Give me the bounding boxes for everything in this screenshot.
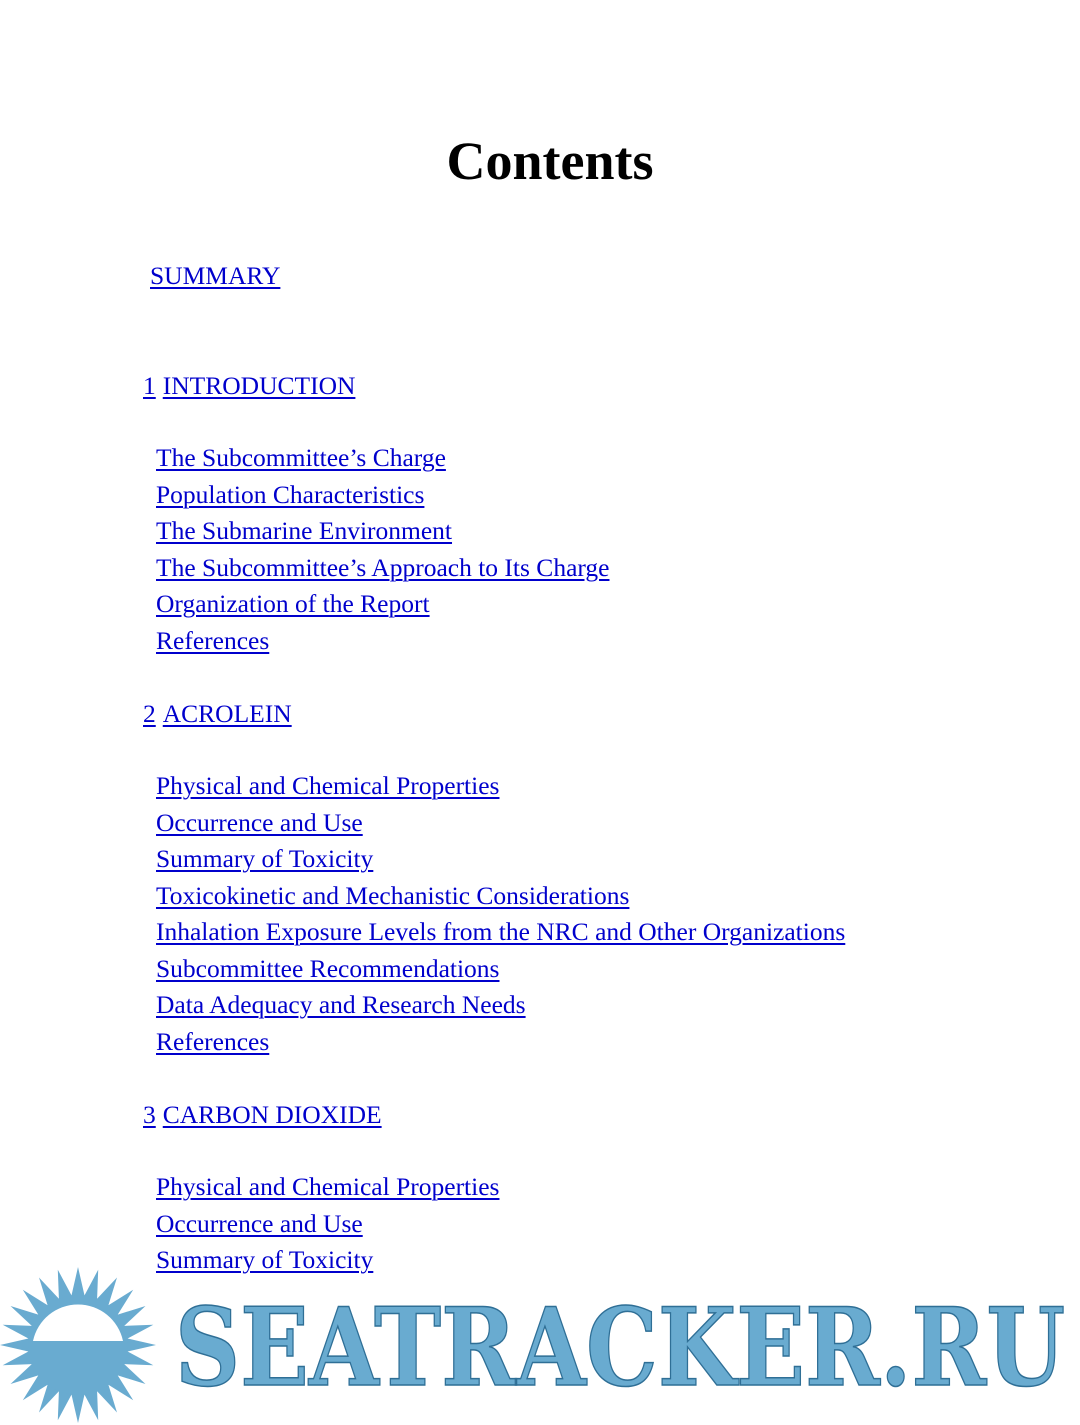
section-link[interactable]: The Subcommittee’s Approach to Its Charge bbox=[156, 553, 610, 582]
toc-section bbox=[156, 479, 424, 511]
section-link[interactable]: Population Characteristics bbox=[156, 480, 425, 509]
toc-section bbox=[156, 1171, 499, 1203]
section-link[interactable]: Data Adequacy and Research Needs bbox=[156, 990, 526, 1019]
section-link[interactable]: Summary of Toxicity bbox=[156, 844, 374, 873]
section-link[interactable]: Summary of Toxicity bbox=[156, 1245, 374, 1274]
section-link[interactable]: Physical and Chemical Properties bbox=[156, 1172, 500, 1201]
watermark-text: SEATRACKER.RU bbox=[175, 1285, 1065, 1411]
section-link[interactable]: Toxicokinetic and Mechanistic Considerations bbox=[156, 881, 630, 910]
chapter-title-link[interactable]: INTRODUCTION bbox=[162, 371, 356, 400]
toc-section bbox=[156, 1026, 269, 1058]
section-link[interactable]: Organization of the Report bbox=[156, 589, 430, 618]
toc-section bbox=[156, 625, 269, 657]
toc-section bbox=[156, 552, 609, 584]
toc-section bbox=[156, 953, 499, 985]
section-link[interactable]: Physical and Chemical Properties bbox=[156, 771, 500, 800]
toc-section bbox=[156, 989, 526, 1021]
toc-chapter-1 bbox=[143, 370, 355, 402]
toc-section bbox=[156, 442, 446, 474]
section-link[interactable]: References bbox=[156, 626, 270, 655]
toc-section bbox=[156, 770, 499, 802]
chapter-title-link[interactable]: CARBON DIOXIDE bbox=[162, 1100, 382, 1129]
toc-section bbox=[156, 843, 373, 875]
chapter-title-link[interactable]: ACROLEIN bbox=[162, 699, 292, 728]
toc-summary bbox=[150, 260, 280, 292]
section-link[interactable]: The Subcommittee’s Charge bbox=[156, 443, 446, 472]
chapter-number-link[interactable]: 1 bbox=[143, 371, 156, 400]
toc-section bbox=[156, 515, 452, 547]
section-link[interactable]: References bbox=[156, 1027, 270, 1056]
toc-chapter-3 bbox=[143, 1099, 382, 1131]
toc-section bbox=[156, 1208, 363, 1240]
section-link[interactable]: Subcommittee Recommendations bbox=[156, 954, 500, 983]
toc-section bbox=[156, 916, 845, 948]
chapter-number-link[interactable]: 2 bbox=[143, 699, 156, 728]
section-link[interactable]: The Submarine Environment bbox=[156, 516, 453, 545]
section-link[interactable]: Occurrence and Use bbox=[156, 1209, 363, 1238]
page-title: Contents bbox=[446, 131, 654, 191]
toc-section bbox=[156, 807, 363, 839]
section-link[interactable]: Occurrence and Use bbox=[156, 808, 363, 837]
watermark bbox=[0, 1265, 1080, 1425]
toc-section bbox=[156, 880, 629, 912]
section-link[interactable]: Inhalation Exposure Levels from the NRC and Other Organizations bbox=[156, 917, 846, 946]
chapter-number-link[interactable]: 3 bbox=[143, 1100, 156, 1129]
toc-section bbox=[156, 588, 430, 620]
toc-chapter-2 bbox=[143, 698, 292, 730]
summary-link[interactable]: SUMMARY bbox=[150, 261, 281, 290]
sun-logo-icon bbox=[0, 1267, 156, 1423]
